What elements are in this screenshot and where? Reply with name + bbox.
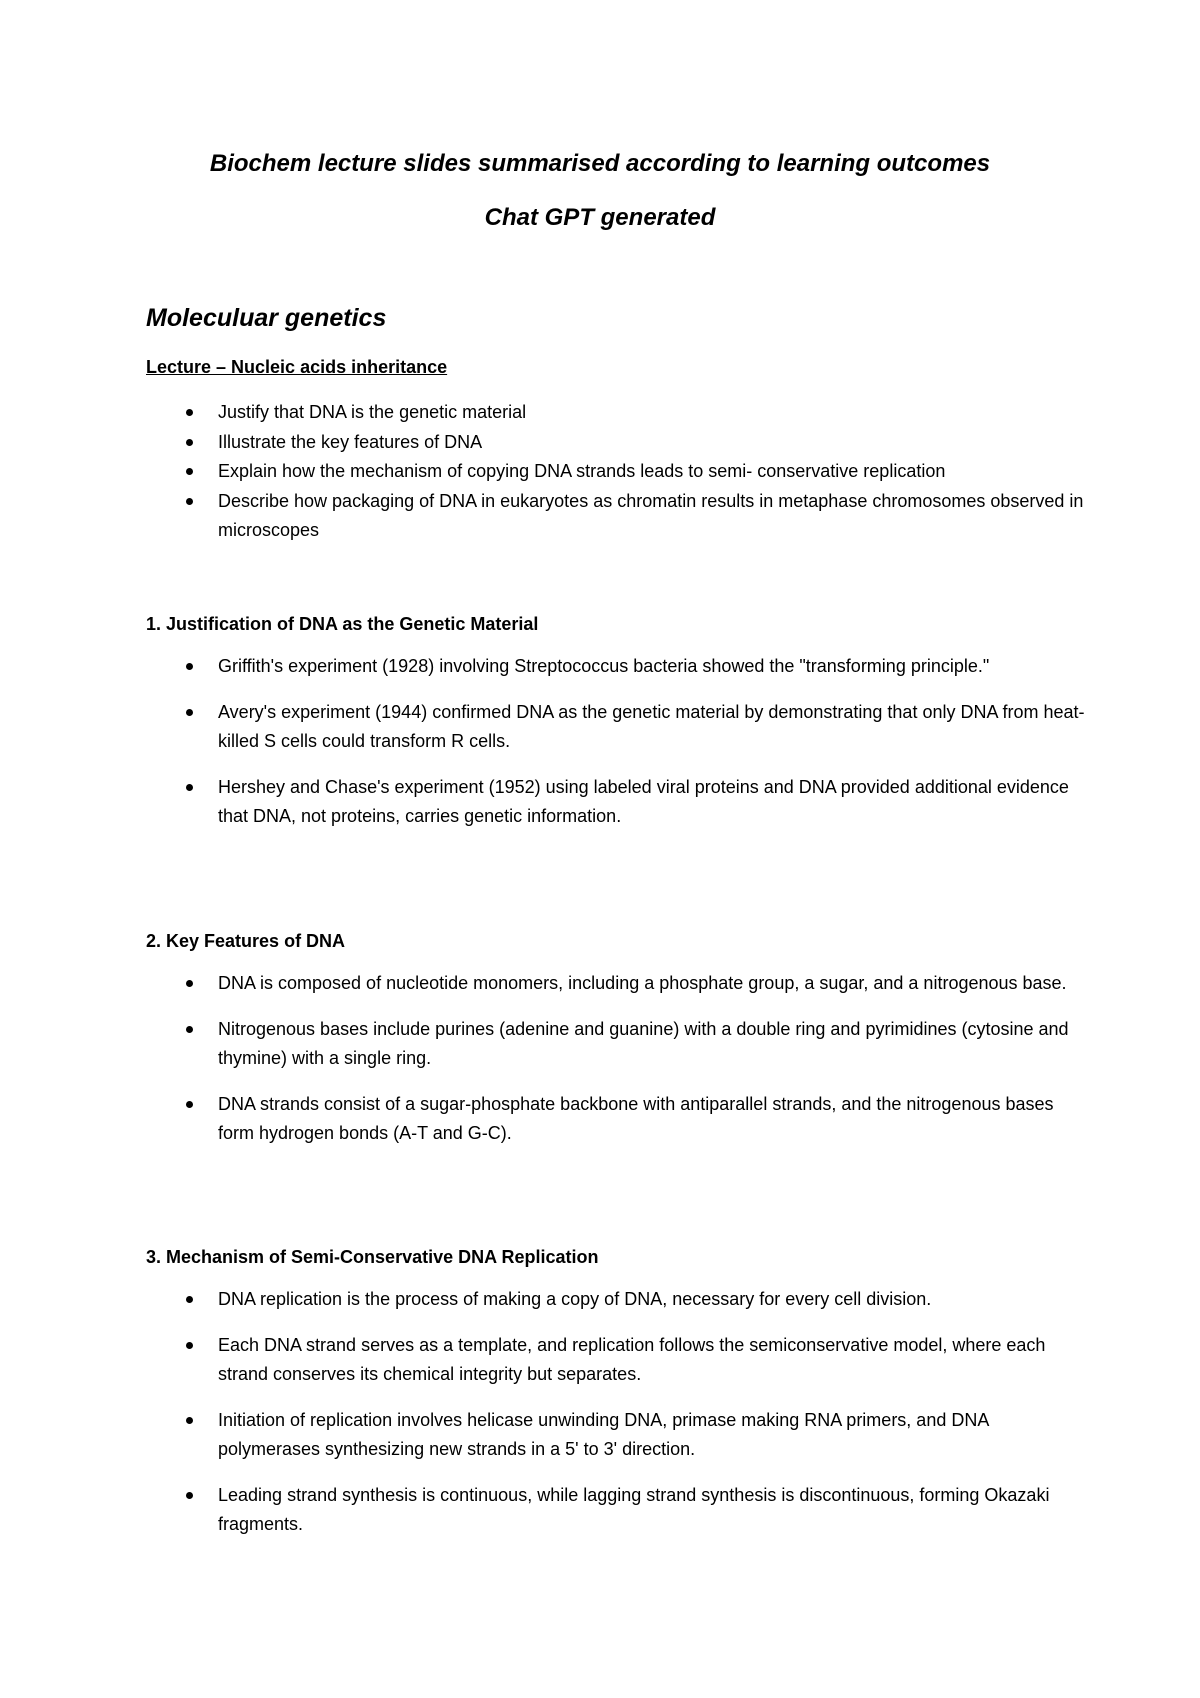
list-item <box>146 773 1086 832</box>
list-item-text: Griffith's experiment (1928) involving Streptococcus bacteria showed the "transforming principle." <box>218 656 990 676</box>
list-item-text: Leading strand synthesis is continuous, while lagging strand synthesis is discontinuous, forming Okazaki fragments. <box>218 1484 1050 1534</box>
bullet-icon <box>186 409 193 416</box>
list-item <box>146 1090 1086 1149</box>
list-item <box>146 398 1086 428</box>
section-2-list <box>146 969 1086 1165</box>
bullet-icon <box>186 1417 193 1424</box>
list-item-text: Hershey and Chase's experiment (1952) using labeled viral proteins and DNA provided additional evidence that DNA, not proteins, carries genetic information. <box>218 776 1069 826</box>
list-item-text: Justify that DNA is the genetic material <box>218 402 527 422</box>
bullet-icon <box>186 1026 193 1033</box>
section-3-list <box>146 1285 1086 1556</box>
list-item <box>146 1406 1086 1465</box>
list-item <box>146 1481 1086 1540</box>
list-item-text: Nitrogenous bases include purines (adenine and guanine) with a double ring and pyrimidines (cytosine and thymine) with a single ring. <box>218 1018 1069 1068</box>
section-1-heading: 1. Justification of DNA as the Genetic Material <box>146 614 539 634</box>
list-item-text: Initiation of replication involves helicase unwinding DNA, primase making RNA primers, and DNA polymerases synthesizing new strands in a 5' to 3' direction. <box>218 1409 989 1459</box>
bullet-icon <box>186 784 193 791</box>
section-3-heading: 3. Mechanism of Semi-Conservative DNA Replication <box>146 1247 599 1267</box>
list-item <box>146 487 1086 546</box>
list-item-text: Avery's experiment (1944) confirmed DNA as the genetic material by demonstrating that only DNA from heat-killed S cells could transform R cells. <box>218 701 1085 751</box>
list-item-text: DNA replication is the process of making a copy of DNA, necessary for every cell division. <box>218 1289 932 1309</box>
list-item-text: DNA strands consist of a sugar-phosphate backbone with antiparallel strands, and the nitrogenous bases form hydrogen bonds (A-T and G-C). <box>218 1093 1054 1143</box>
bullet-icon <box>186 1101 193 1108</box>
list-item <box>146 652 1086 682</box>
bullet-icon <box>186 663 193 670</box>
document-subtitle: Chat GPT generated <box>484 204 716 231</box>
section-2-heading: 2. Key Features of DNA <box>146 931 346 951</box>
list-item-text: Each DNA strand serves as a template, and replication follows the semiconservative model, where each strand conserves its chemical integrity but separates. <box>218 1334 1046 1384</box>
list-item <box>146 1285 1086 1315</box>
list-item <box>146 698 1086 757</box>
lecture-heading: Lecture – Nucleic acids inheritance <box>146 357 448 377</box>
document-title: Biochem lecture slides summarised according to learning outcomes <box>209 150 991 177</box>
list-item-text: Describe how packaging of DNA in eukaryotes as chromatin results in metaphase chromosomes observed in microscopes <box>218 490 1084 540</box>
list-item <box>146 969 1086 999</box>
bullet-icon <box>186 980 193 987</box>
list-item <box>146 457 1086 487</box>
bullet-icon <box>186 1342 193 1349</box>
bullet-icon <box>186 439 193 446</box>
section-title: Moleculuar genetics <box>146 304 387 332</box>
bullet-icon <box>186 468 193 475</box>
list-item-text: Explain how the mechanism of copying DNA strands leads to semi- conservative replication <box>218 461 946 481</box>
list-item <box>146 428 1086 458</box>
list-item-text: DNA is composed of nucleotide monomers, including a phosphate group, a sugar, and a nitrogenous base. <box>218 973 1067 993</box>
bullet-icon <box>186 709 193 716</box>
list-item <box>146 1015 1086 1074</box>
bullet-icon <box>186 1296 193 1303</box>
section-1-list <box>146 652 1086 848</box>
bullet-icon <box>186 498 193 505</box>
list-item <box>146 1331 1086 1390</box>
bullet-icon <box>186 1492 193 1499</box>
learning-outcomes-list <box>146 398 1086 546</box>
list-item-text: Illustrate the key features of DNA <box>218 431 483 452</box>
